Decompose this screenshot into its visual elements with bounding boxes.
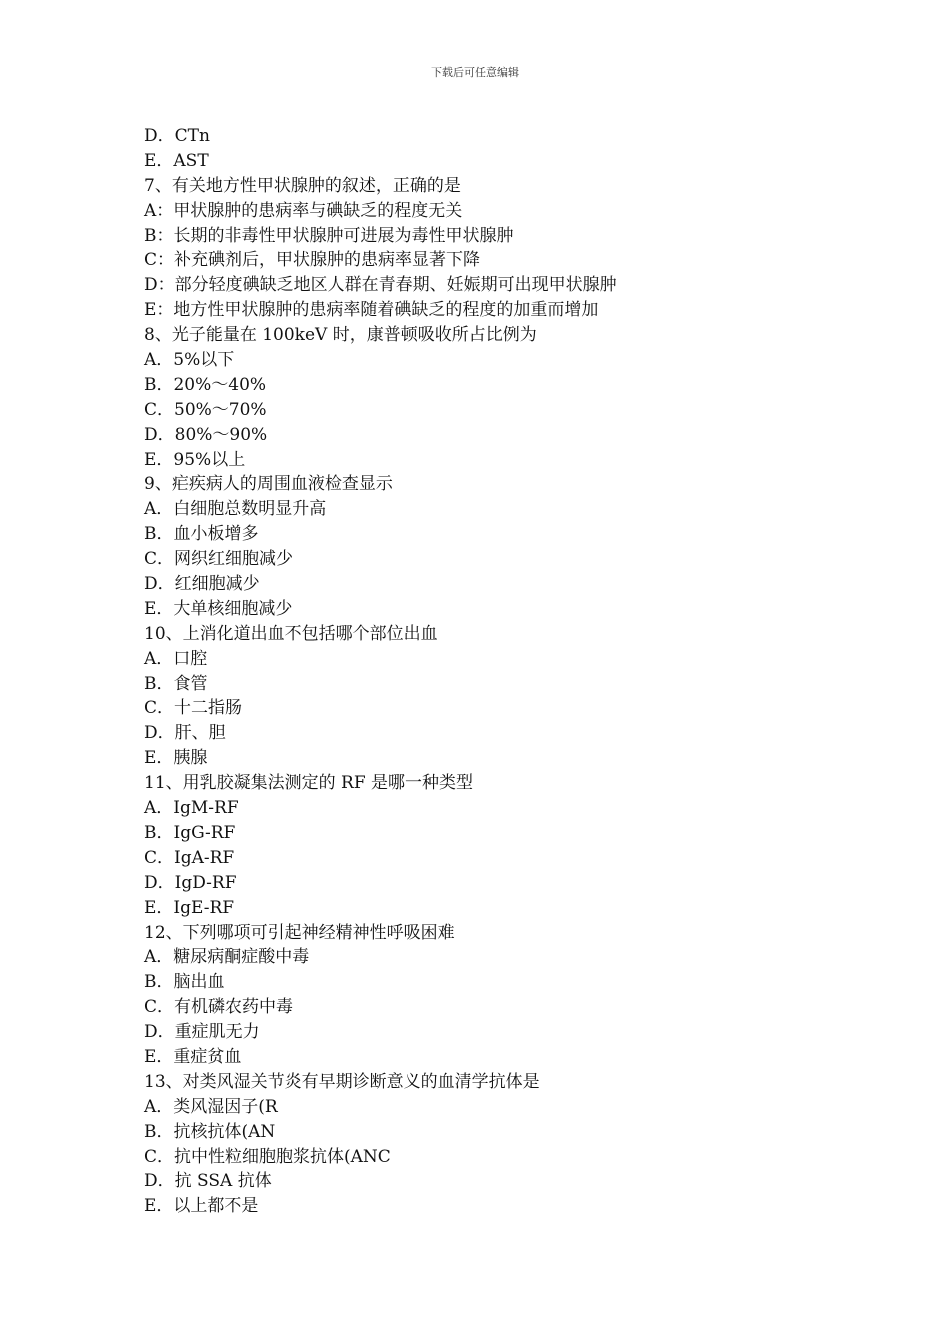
option-line: E．AST bbox=[144, 150, 209, 171]
document-body bbox=[144, 124, 864, 1219]
option-line: E．95%以上 bbox=[144, 449, 246, 470]
option-line: D．IgD-RF bbox=[144, 872, 237, 893]
option-line: B．IgG-RF bbox=[144, 822, 236, 843]
question-line: 10、上消化道出血不包括哪个部位出血 bbox=[144, 623, 438, 644]
question-line: 7、有关地方性甲状腺肿的叙述，正确的是 bbox=[144, 175, 461, 196]
question-line: 12、下列哪项可引起神经精神性呼吸困难 bbox=[144, 922, 455, 943]
option-line: B．血小板增多 bbox=[144, 524, 259, 545]
option-line: E．IgE-RF bbox=[144, 897, 235, 918]
option-line: B．20%～40% bbox=[144, 374, 267, 395]
option-line: A．白细胞总数明显升高 bbox=[144, 499, 327, 520]
option-line: C．50%～70% bbox=[144, 399, 267, 420]
option-line: A．5%以下 bbox=[144, 350, 235, 371]
option-line: D．重症肌无力 bbox=[144, 1022, 260, 1043]
option-line: B：长期的非毒性甲状腺肿可进展为毒性甲状腺肿 bbox=[144, 225, 514, 246]
option-line: C．IgA-RF bbox=[144, 847, 235, 868]
option-line: D．红细胞减少 bbox=[144, 574, 260, 595]
option-line: E：地方性甲状腺肿的患病率随着碘缺乏的程度的加重而增加 bbox=[144, 300, 599, 321]
option-line: A．口腔 bbox=[144, 648, 208, 669]
option-line: D．80%～90% bbox=[144, 424, 268, 445]
option-line: E．重症贫血 bbox=[144, 1046, 242, 1067]
option-line: A．糖尿病酮症酸中毒 bbox=[144, 947, 310, 968]
page-header: 下载后可任意编辑 bbox=[431, 66, 519, 79]
question-line: 11、用乳胶凝集法测定的 RF 是哪一种类型 bbox=[144, 773, 474, 794]
option-line: C：补充碘剂后，甲状腺肿的患病率显著下降 bbox=[144, 250, 481, 271]
option-line: D．肝、胆 bbox=[144, 723, 226, 744]
option-line: A：甲状腺肿的患病率与碘缺乏的程度无关 bbox=[144, 200, 463, 221]
option-line: C．网织红细胞减少 bbox=[144, 549, 294, 570]
option-line: A．IgM-RF bbox=[144, 798, 239, 819]
option-line: E．大单核细胞减少 bbox=[144, 598, 293, 619]
option-line: D：部分轻度碘缺乏地区人群在青春期、妊娠期可出现甲状腺肿 bbox=[144, 275, 617, 296]
question-line: 8、光子能量在 100keV 时，康普顿吸收所占比例为 bbox=[144, 325, 537, 346]
option-line: C．抗中性粒细胞胞浆抗体(ANC bbox=[144, 1146, 391, 1167]
option-line: C．十二指肠 bbox=[144, 698, 243, 719]
option-line: E．胰腺 bbox=[144, 748, 208, 769]
option-line: A．类风湿因子(R bbox=[144, 1096, 278, 1117]
option-line: B．食管 bbox=[144, 673, 208, 694]
option-line: C．有机磷农药中毒 bbox=[144, 997, 294, 1018]
option-line: B．抗核抗体(AN bbox=[144, 1121, 276, 1142]
option-line: B．脑出血 bbox=[144, 972, 225, 993]
question-line: 9、疟疾病人的周围血液检查显示 bbox=[144, 474, 393, 495]
option-line: D．抗 SSA 抗体 bbox=[144, 1171, 272, 1192]
option-line: D．CTn bbox=[144, 126, 210, 146]
option-line: E．以上都不是 bbox=[144, 1196, 259, 1217]
question-line: 13、对类风湿关节炎有早期诊断意义的血清学抗体是 bbox=[144, 1071, 540, 1092]
